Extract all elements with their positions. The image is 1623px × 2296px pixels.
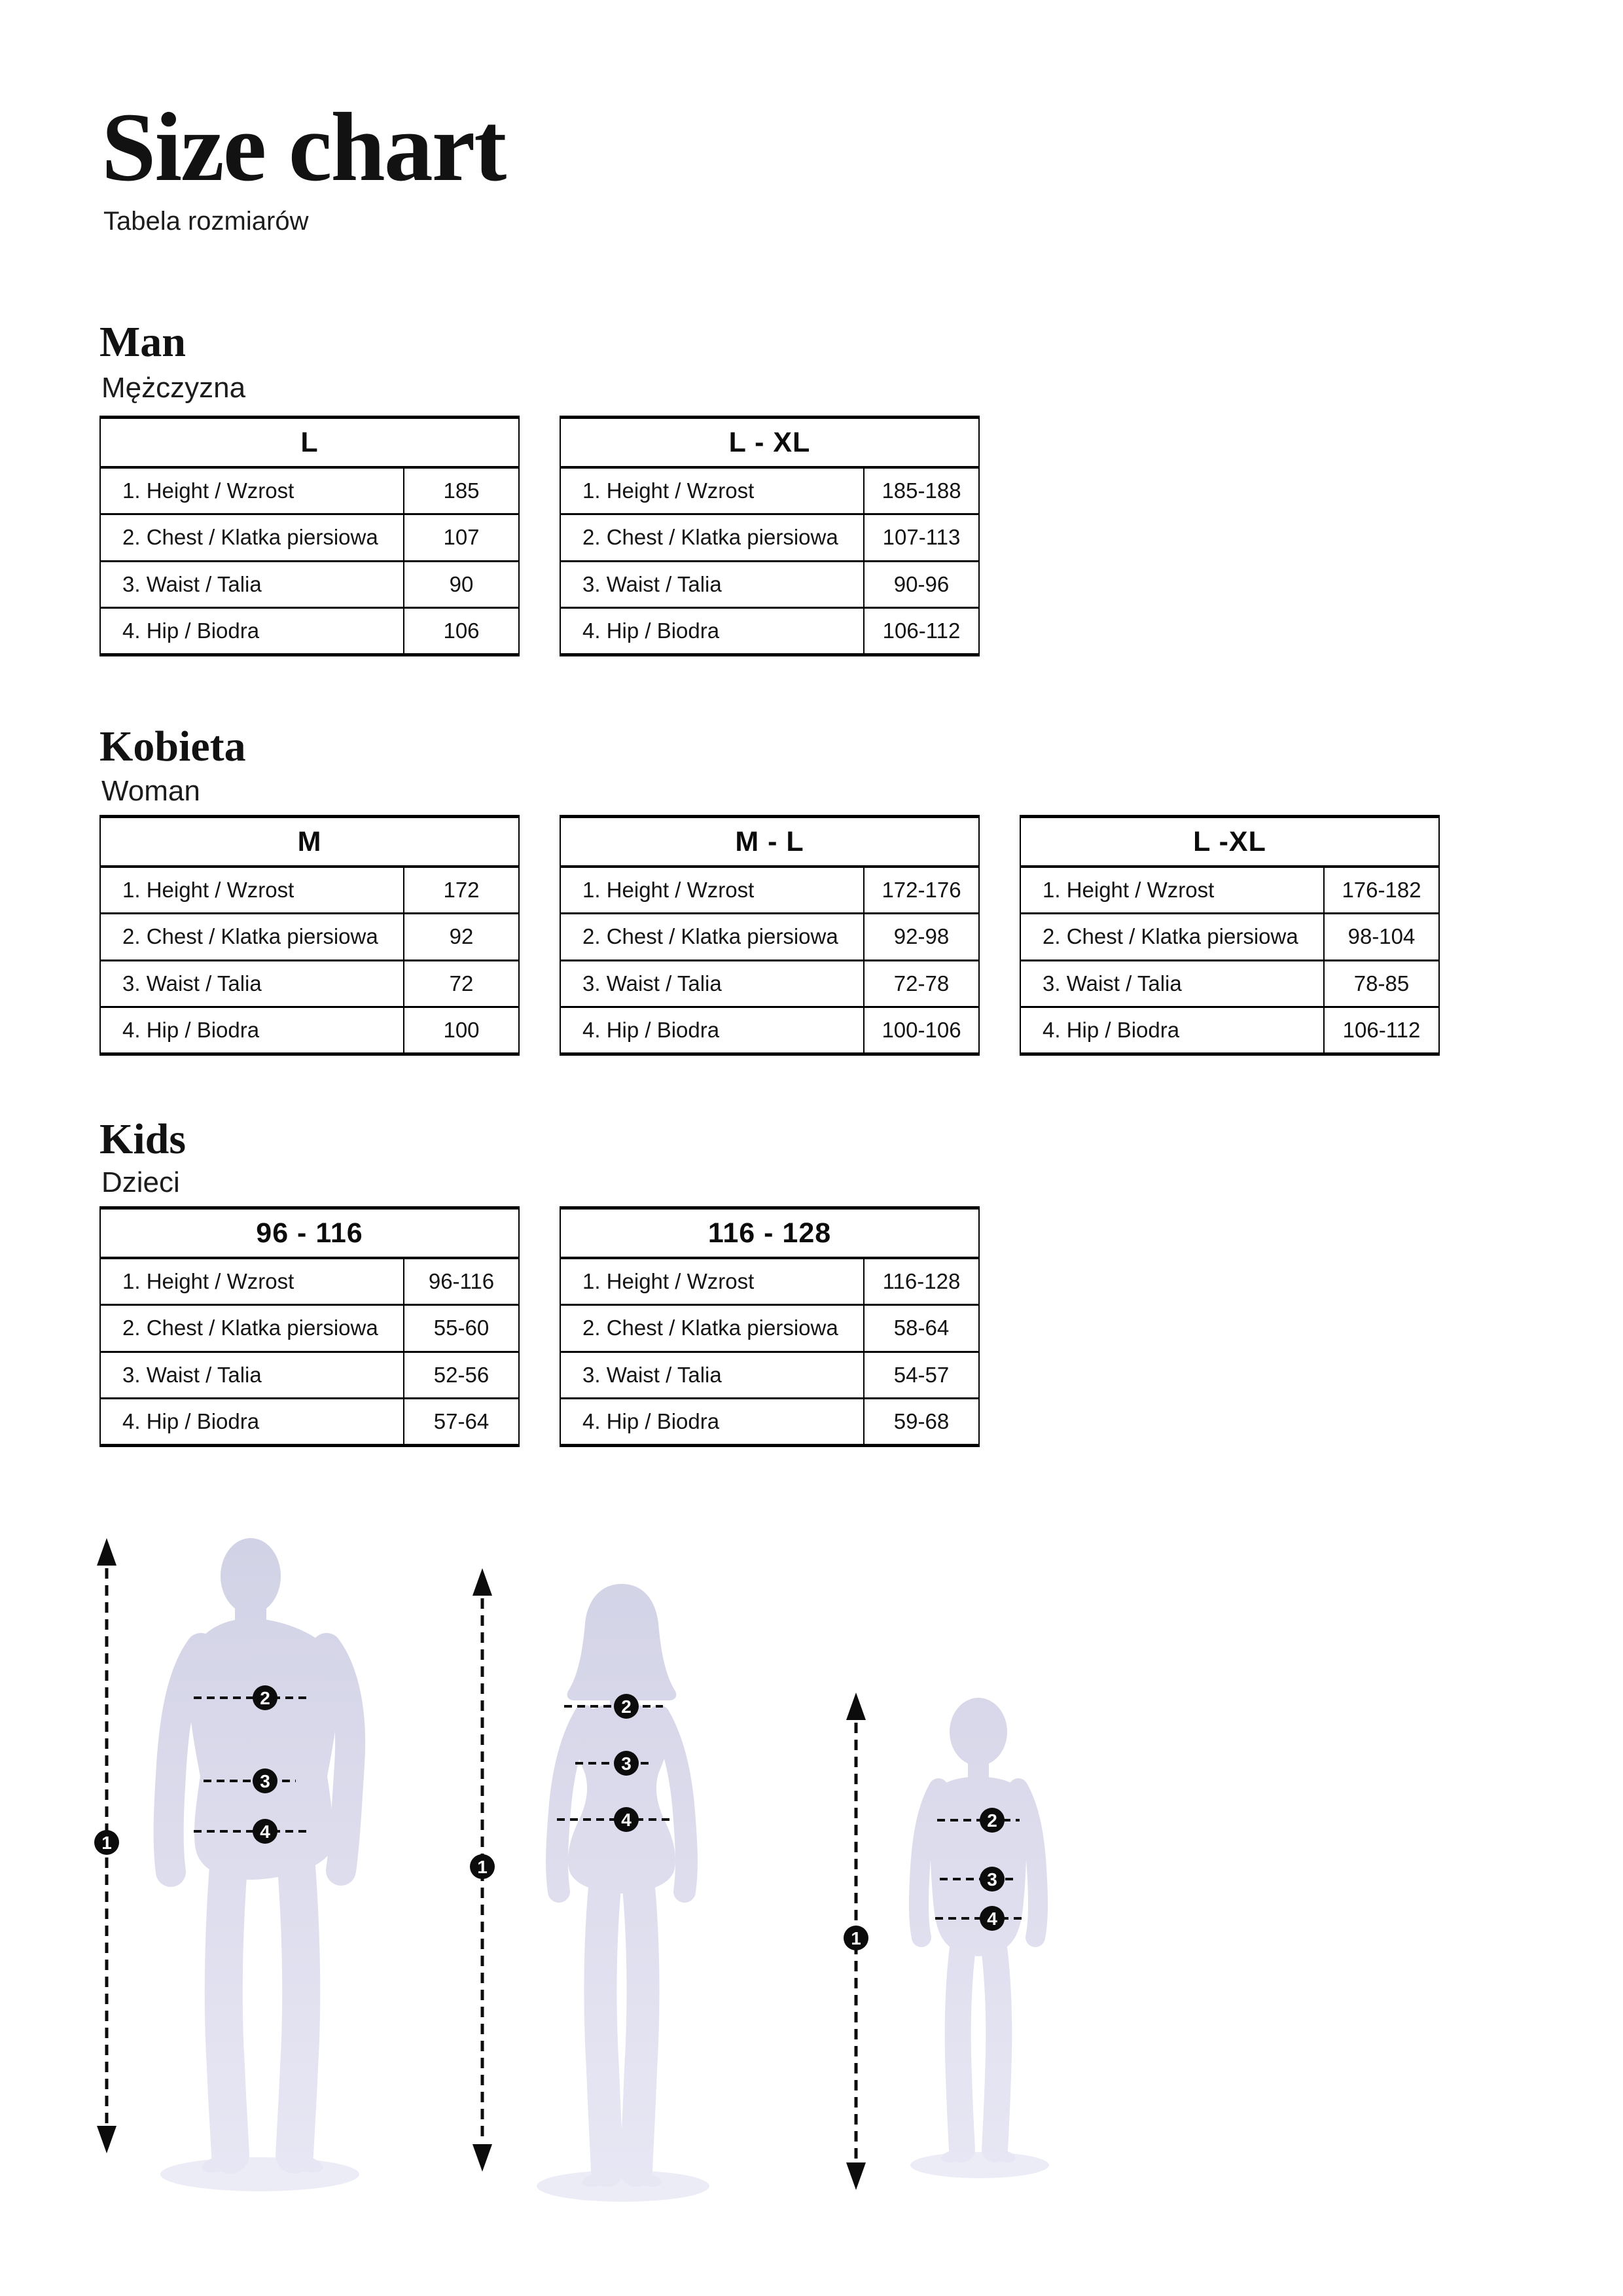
marker-number: 4 xyxy=(621,1810,632,1830)
row-value: 98-104 xyxy=(1347,924,1416,949)
size-label: 116 - 128 xyxy=(561,1210,978,1259)
row-value: 58-64 xyxy=(893,1316,950,1340)
row-value: 52-56 xyxy=(433,1362,490,1387)
row-label: 1. Height / Wzrost xyxy=(101,1259,404,1304)
marker-number: 1 xyxy=(477,1857,488,1877)
table-row xyxy=(101,515,518,562)
marker-number: 3 xyxy=(621,1753,632,1774)
size-table-woman-l-xl xyxy=(1020,815,1440,1056)
table-row xyxy=(561,961,978,1008)
row-value: 106-112 xyxy=(882,618,961,643)
kid-shadow xyxy=(910,2152,1049,2178)
page-title: Size chart xyxy=(101,93,506,202)
marker-number: 2 xyxy=(621,1696,632,1717)
row-label: 4. Hip / Biodra xyxy=(561,1008,865,1052)
page-subtitle: Tabela rozmiarów xyxy=(103,207,309,236)
row-label: 3. Waist / Talia xyxy=(561,961,865,1006)
row-label: 4. Hip / Biodra xyxy=(561,1399,865,1444)
marker-number: 4 xyxy=(260,1821,270,1842)
size-label: L -XL xyxy=(1021,818,1438,868)
size-table-kids-116-128 xyxy=(560,1206,980,1447)
size-table-man-l xyxy=(99,416,520,656)
table-row xyxy=(561,1306,978,1352)
marker-number: 3 xyxy=(987,1869,997,1890)
table-row xyxy=(1021,868,1438,914)
row-value: 78-85 xyxy=(1353,971,1410,996)
row-label: 3. Waist / Talia xyxy=(101,1353,404,1397)
row-label: 2. Chest / Klatka piersiowa xyxy=(101,515,404,560)
arrow-up-icon xyxy=(846,1693,866,1720)
man-shadow xyxy=(160,2157,359,2191)
row-value: 90 xyxy=(449,571,474,596)
row-label: 1. Height / Wzrost xyxy=(561,1259,865,1304)
woman-silhouette xyxy=(557,1584,687,2189)
row-value: 176-182 xyxy=(1342,878,1421,903)
size-label: M - L xyxy=(561,818,978,868)
row-label: 3. Waist / Talia xyxy=(101,562,404,607)
marker-number: 3 xyxy=(260,1771,270,1791)
table-row xyxy=(561,868,978,914)
row-label: 2. Chest / Klatka piersiowa xyxy=(561,914,865,959)
row-value: 54-57 xyxy=(893,1362,950,1387)
row-value: 96-116 xyxy=(428,1269,495,1294)
arrow-down-icon xyxy=(473,2144,492,2172)
size-table-kids-96-116 xyxy=(99,1206,520,1447)
table-row xyxy=(1021,914,1438,961)
arrow-down-icon xyxy=(846,2162,866,2190)
row-label: 3. Waist / Talia xyxy=(561,562,865,607)
man-silhouette xyxy=(169,1538,350,2176)
table-row xyxy=(101,1306,518,1352)
table-row xyxy=(101,562,518,609)
table-row xyxy=(101,609,518,653)
table-row xyxy=(101,1353,518,1399)
marker-number: 4 xyxy=(987,1909,997,1929)
row-label: 2. Chest / Klatka piersiowa xyxy=(1021,914,1325,959)
row-label: 4. Hip / Biodra xyxy=(101,1008,404,1052)
measurement-figures xyxy=(0,1505,1623,2296)
row-value: 106-112 xyxy=(1342,1017,1421,1042)
row-value: 57-64 xyxy=(433,1408,490,1433)
row-label: 3. Waist / Talia xyxy=(101,961,404,1006)
size-table-woman-m-l xyxy=(560,815,980,1056)
size-label: L - XL xyxy=(561,419,978,469)
size-table-woman-m xyxy=(99,815,520,1056)
marker-number: 2 xyxy=(260,1688,270,1708)
table-row xyxy=(101,961,518,1008)
row-label: 2. Chest / Klatka piersiowa xyxy=(101,1306,404,1350)
size-table-man-l-xl xyxy=(560,416,980,656)
section-heading-woman: Kobieta xyxy=(99,723,246,770)
table-row xyxy=(561,1259,978,1306)
table-row xyxy=(101,868,518,914)
table-row xyxy=(561,1399,978,1444)
section-heading-man: Man xyxy=(99,318,186,366)
row-label: 1. Height / Wzrost xyxy=(1021,868,1325,912)
row-value: 72-78 xyxy=(893,971,950,996)
row-label: 4. Hip / Biodra xyxy=(1021,1008,1325,1052)
table-row xyxy=(561,1353,978,1399)
row-value: 116-128 xyxy=(882,1269,961,1294)
table-row xyxy=(561,609,978,653)
row-label: 4. Hip / Biodra xyxy=(561,609,865,653)
section-subheading-kids: Dzieci xyxy=(101,1166,180,1198)
row-value: 92 xyxy=(449,924,474,949)
marker-number: 1 xyxy=(851,1928,861,1948)
section-heading-kids: Kids xyxy=(99,1115,187,1163)
table-row xyxy=(1021,1008,1438,1052)
row-label: 1. Height / Wzrost xyxy=(561,868,865,912)
marker-number: 2 xyxy=(987,1810,997,1831)
table-row xyxy=(561,1008,978,1052)
table-row xyxy=(101,469,518,515)
row-value: 107 xyxy=(443,525,480,550)
table-row xyxy=(101,1008,518,1052)
marker-number: 1 xyxy=(101,1833,112,1853)
row-value: 107-113 xyxy=(882,525,961,550)
row-label: 2. Chest / Klatka piersiowa xyxy=(561,515,865,560)
row-label: 4. Hip / Biodra xyxy=(101,609,404,653)
table-row xyxy=(101,914,518,961)
table-row xyxy=(101,1399,518,1444)
size-label: L xyxy=(101,419,518,469)
row-label: 3. Waist / Talia xyxy=(561,1353,865,1397)
row-label: 3. Waist / Talia xyxy=(1021,961,1325,1006)
row-value: 100-106 xyxy=(882,1017,961,1042)
row-label: 1. Height / Wzrost xyxy=(101,868,404,912)
row-label: 4. Hip / Biodra xyxy=(101,1399,404,1444)
size-label: 96 - 116 xyxy=(101,1210,518,1259)
row-value: 172-176 xyxy=(882,878,961,903)
section-subheading-man: Mężczyzna xyxy=(101,372,246,404)
row-label: 1. Height / Wzrost xyxy=(561,469,865,513)
arrow-down-icon xyxy=(97,2126,116,2153)
section-subheading-woman: Woman xyxy=(101,775,200,807)
size-label: M xyxy=(101,818,518,868)
table-row xyxy=(561,562,978,609)
row-value: 59-68 xyxy=(893,1408,950,1433)
table-row xyxy=(101,1259,518,1306)
row-label: 2. Chest / Klatka piersiowa xyxy=(101,914,404,959)
row-label: 1. Height / Wzrost xyxy=(101,469,404,513)
table-row xyxy=(1021,961,1438,1008)
row-label: 2. Chest / Klatka piersiowa xyxy=(561,1306,865,1350)
row-value: 72 xyxy=(449,971,474,996)
arrow-up-icon xyxy=(97,1538,116,1566)
row-value: 185 xyxy=(443,478,480,503)
row-value: 172 xyxy=(443,878,480,903)
row-value: 55-60 xyxy=(433,1316,490,1340)
row-value: 100 xyxy=(443,1017,480,1042)
table-row xyxy=(561,515,978,562)
row-value: 106 xyxy=(443,618,480,643)
table-row xyxy=(561,469,978,515)
kid-silhouette xyxy=(919,1698,1038,2164)
row-value: 90-96 xyxy=(893,571,950,596)
arrow-up-icon xyxy=(473,1568,492,1596)
table-row xyxy=(561,914,978,961)
row-value: 92-98 xyxy=(893,924,950,949)
row-value: 185-188 xyxy=(882,478,961,503)
